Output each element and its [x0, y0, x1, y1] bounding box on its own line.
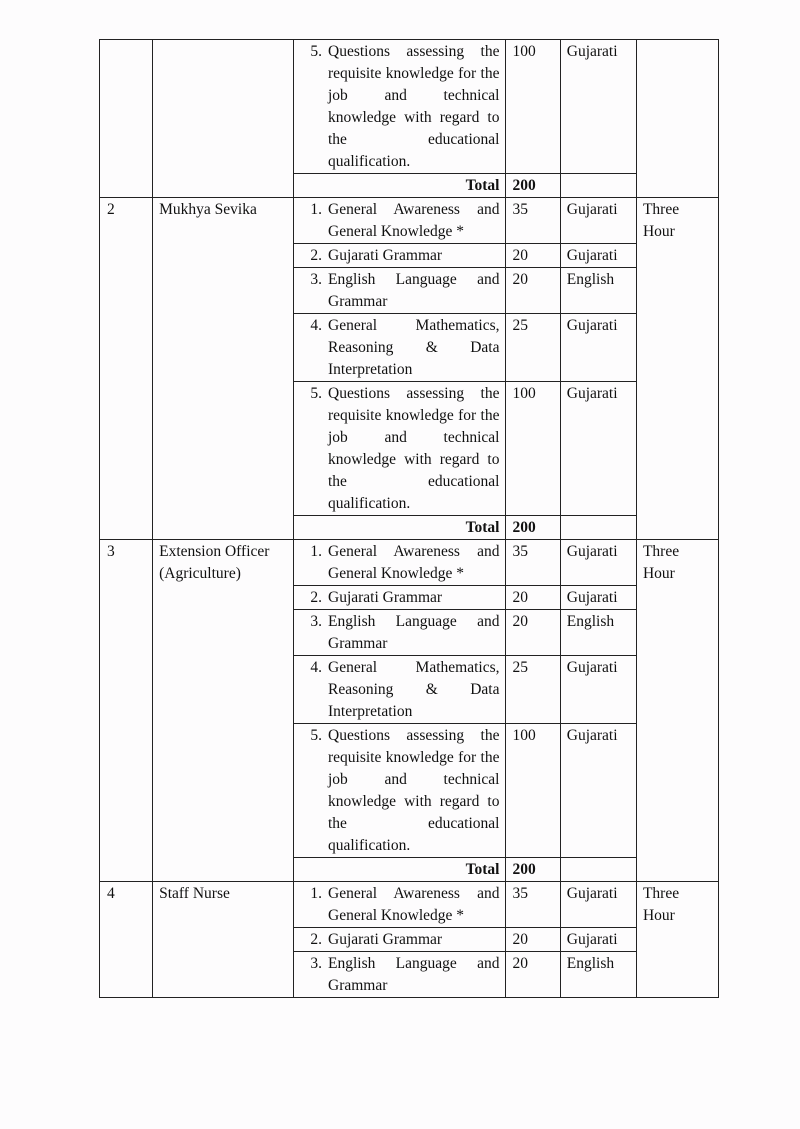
medium-cell: Gujarati: [560, 244, 636, 268]
post-name: Extension Officer (Agriculture): [153, 540, 294, 882]
paper-title: General Mathematics, Reasoning & Data Interpretation: [328, 317, 500, 378]
paper-number: 1.: [310, 543, 322, 560]
medium-cell: Gujarati: [560, 586, 636, 610]
post-cell: [153, 40, 294, 198]
medium-cell: Gujarati: [560, 882, 636, 928]
medium-cell: Gujarati: [560, 928, 636, 952]
paper-number: 2.: [310, 931, 322, 948]
paper-number: 5.: [310, 43, 322, 60]
paper-number: 4.: [310, 317, 322, 334]
medium-cell: English: [560, 268, 636, 314]
duration-cell: Three Hour: [636, 882, 718, 998]
medium-cell: English: [560, 952, 636, 998]
paper-cell: [294, 952, 506, 998]
serial-number: 2: [100, 198, 153, 540]
paper-number: 4.: [310, 659, 322, 676]
table-row: [100, 540, 719, 586]
paper-title: Questions assessing the requisite knowledge for the job and technical knowledge with regard to the educational qualification.: [328, 43, 500, 170]
empty-cell: [560, 174, 636, 198]
paper-title: General Awareness and General Knowledge *: [328, 543, 500, 582]
total-label: Total: [294, 858, 506, 882]
paper-cell: [294, 314, 506, 382]
serial-cell: [100, 40, 153, 198]
total-label: Total: [294, 516, 506, 540]
medium-cell: Gujarati: [560, 198, 636, 244]
marks-cell: 35: [506, 198, 560, 244]
paper-title: English Language and Grammar: [328, 955, 500, 994]
marks-cell: 20: [506, 586, 560, 610]
medium-cell: Gujarati: [560, 40, 636, 174]
paper-cell: [294, 586, 506, 610]
table-row: [100, 198, 719, 244]
paper-cell: [294, 198, 506, 244]
paper-cell: [294, 382, 506, 516]
serial-number: 3: [100, 540, 153, 882]
marks-cell: 25: [506, 314, 560, 382]
paper-number: 1.: [310, 885, 322, 902]
paper-cell: [294, 882, 506, 928]
marks-cell: 100: [506, 382, 560, 516]
empty-cell: [560, 516, 636, 540]
marks-cell: 20: [506, 928, 560, 952]
paper-number: 2.: [310, 247, 322, 264]
paper-number: 3.: [310, 613, 322, 630]
paper-title: General Mathematics, Reasoning & Data Interpretation: [328, 659, 500, 720]
medium-cell: Gujarati: [560, 314, 636, 382]
paper-cell: [294, 724, 506, 858]
paper-number: 5.: [310, 727, 322, 744]
medium-cell: Gujarati: [560, 540, 636, 586]
paper-number: 5.: [310, 385, 322, 402]
paper-number: 1.: [310, 201, 322, 218]
paper-title: Gujarati Grammar: [328, 247, 443, 264]
paper-cell: [294, 540, 506, 586]
duration-cell: [636, 40, 718, 198]
paper-title: English Language and Grammar: [328, 271, 500, 310]
medium-cell: Gujarati: [560, 724, 636, 858]
empty-cell: [560, 858, 636, 882]
paper-title: Gujarati Grammar: [328, 589, 443, 606]
paper-cell: [294, 928, 506, 952]
paper-cell: [294, 40, 506, 174]
paper-cell: [294, 268, 506, 314]
paper-number: 2.: [310, 589, 322, 606]
paper-cell: [294, 656, 506, 724]
serial-number: 4: [100, 882, 153, 998]
paper-title: English Language and Grammar: [328, 613, 500, 652]
marks-cell: 25: [506, 656, 560, 724]
paper-title: Questions assessing the requisite knowledge for the job and technical knowledge with regard to the educational qualification.: [328, 385, 500, 512]
marks-cell: 20: [506, 268, 560, 314]
duration-cell: Three Hour: [636, 540, 718, 882]
marks-cell: 20: [506, 952, 560, 998]
paper-title: General Awareness and General Knowledge *: [328, 201, 500, 240]
medium-cell: Gujarati: [560, 656, 636, 724]
marks-cell: 100: [506, 40, 560, 174]
medium-cell: English: [560, 610, 636, 656]
paper-cell: [294, 244, 506, 268]
exam-scheme-table: [99, 39, 719, 998]
post-name: Staff Nurse: [153, 882, 294, 998]
total-label: Total: [294, 174, 506, 198]
paper-number: 3.: [310, 955, 322, 972]
marks-cell: 35: [506, 882, 560, 928]
marks-cell: 35: [506, 540, 560, 586]
table-row: [100, 882, 719, 928]
paper-title: General Awareness and General Knowledge *: [328, 885, 500, 924]
duration-cell: Three Hour: [636, 198, 718, 540]
marks-cell: 20: [506, 244, 560, 268]
paper-number: 3.: [310, 271, 322, 288]
paper-title: Questions assessing the requisite knowledge for the job and technical knowledge with regard to the educational qualification.: [328, 727, 500, 854]
total-value: 200: [506, 858, 560, 882]
total-value: 200: [506, 174, 560, 198]
marks-cell: 20: [506, 610, 560, 656]
paper-title: Gujarati Grammar: [328, 931, 443, 948]
total-value: 200: [506, 516, 560, 540]
marks-cell: 100: [506, 724, 560, 858]
table-row: [100, 40, 719, 174]
medium-cell: Gujarati: [560, 382, 636, 516]
post-name: Mukhya Sevika: [153, 198, 294, 540]
paper-cell: [294, 610, 506, 656]
